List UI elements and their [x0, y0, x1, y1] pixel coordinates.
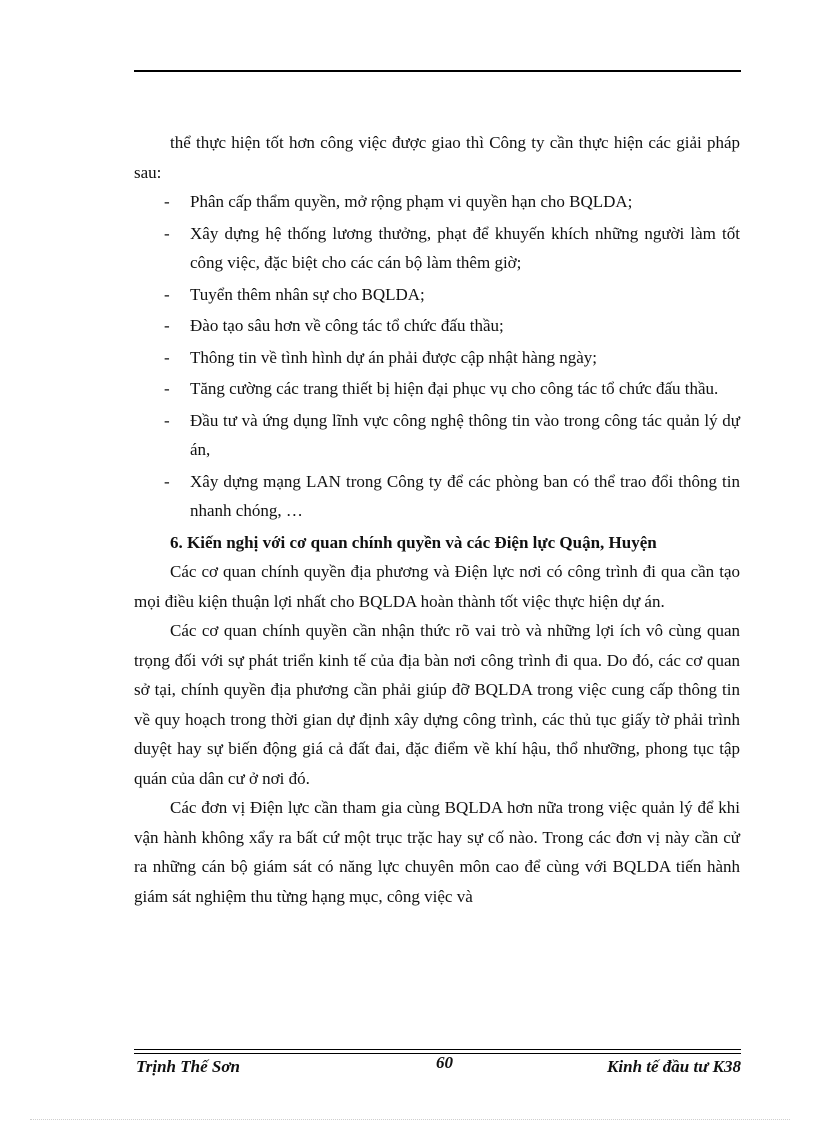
list-item	[134, 343, 740, 373]
list-item-text: Xây dựng hệ thống lương thưởng, phạt để khuyến khích những người làm tốt công việc, đặc biệt cho các cán bộ làm thêm giờ;	[190, 223, 740, 272]
list-item-text: Tuyển thêm nhân sự cho BQLDA;	[190, 284, 425, 304]
bullet-dash: -	[164, 284, 170, 304]
page-body	[134, 128, 740, 911]
intro-paragraph: thể thực hiện tốt hơn công việc được giao thì Công ty cần thực hiện các giải pháp sau:	[134, 133, 740, 182]
page-number: 60	[436, 1053, 453, 1072]
bullet-dash: -	[164, 223, 170, 243]
solution-list	[134, 187, 740, 526]
header-rule	[134, 70, 741, 72]
list-item-text: Phân cấp thẩm quyền, mở rộng phạm vi quyền hạn cho BQLDA;	[190, 192, 633, 211]
footer-row	[134, 1055, 741, 1079]
list-item	[134, 374, 740, 404]
list-item	[134, 219, 740, 278]
bullet-dash: -	[164, 316, 170, 335]
page-edge-dots	[30, 1119, 790, 1120]
list-item-text: Xây dựng mạng LAN trong Công ty để các phòng ban có thể trao đổi thông tin nhanh chóng, …	[190, 471, 740, 520]
list-item	[134, 187, 740, 217]
body-paragraph: Các cơ quan chính quyền địa phương và Điện lực nơi có công trình đi qua cần tạo mọi điều kiện thuận lợi nhất cho BQLDA hoàn thành tốt việc thực hiện dự án.	[134, 562, 740, 611]
bullet-dash: -	[164, 192, 170, 211]
bullet-dash: -	[164, 410, 170, 430]
section-heading: 6. Kiến nghị với cơ quan chính quyền và các Điện lực Quận, Huyện	[170, 532, 657, 552]
footer-rule	[134, 1049, 741, 1050]
list-item-text: Thông tin về tình hình dự án phải được cập nhật hàng ngày;	[190, 347, 597, 367]
list-item-text: Đầu tư và ứng dụng lĩnh vực công nghệ thông tin vào trong công tác quản lý dự án,	[190, 410, 740, 459]
list-item	[134, 406, 740, 465]
bullet-dash: -	[164, 471, 170, 491]
list-item	[134, 280, 740, 310]
bullet-dash: -	[164, 379, 170, 398]
list-item-text: Đào tạo sâu hơn về công tác tổ chức đấu thầu;	[190, 316, 504, 335]
body-paragraph: Các đơn vị Điện lực cần tham gia cùng BQLDA hơn nữa trong việc quản lý để khi vận hành không xẩy ra bất cứ một trục trặc hay sự cố nào. Trong các đơn vị này cần cử ra những cán bộ giám sát có năng lực chuyên môn cao để cùng với BQLDA tiến hành giám sát nghiệm thu từng hạng mục, công việc và	[134, 798, 740, 906]
footer-author: Trịnh Thế Sơn	[136, 1057, 240, 1076]
list-item	[134, 311, 740, 341]
list-item	[134, 467, 740, 526]
list-item-text: Tăng cường các trang thiết bị hiện đại phục vụ cho công tác tổ chức đấu thầu.	[190, 379, 719, 398]
bullet-dash: -	[164, 347, 170, 367]
footer-course: Kinh tế đầu tư K38	[607, 1057, 741, 1076]
page-footer	[134, 1049, 741, 1079]
body-paragraph: Các cơ quan chính quyền cần nhận thức rõ vai trò và những lợi ích vô cùng quan trọng đối với sự phát triển kinh tế của địa bàn nơi công trình đi qua. Do đó, các cơ quan sở tại, chính quyền địa phương cần phải giúp đỡ BQLDA trong việc cung cấp thông tin về quy hoạch trong thời gian dự định xây dựng công trình, các thủ tục giấy tờ phải trình duyệt hay sự biến động giá cả đất đai, đặc điểm về khí hậu, thổ nhưỡng, phong tục tập quán của dân cư ở nơi đó.	[134, 621, 740, 788]
